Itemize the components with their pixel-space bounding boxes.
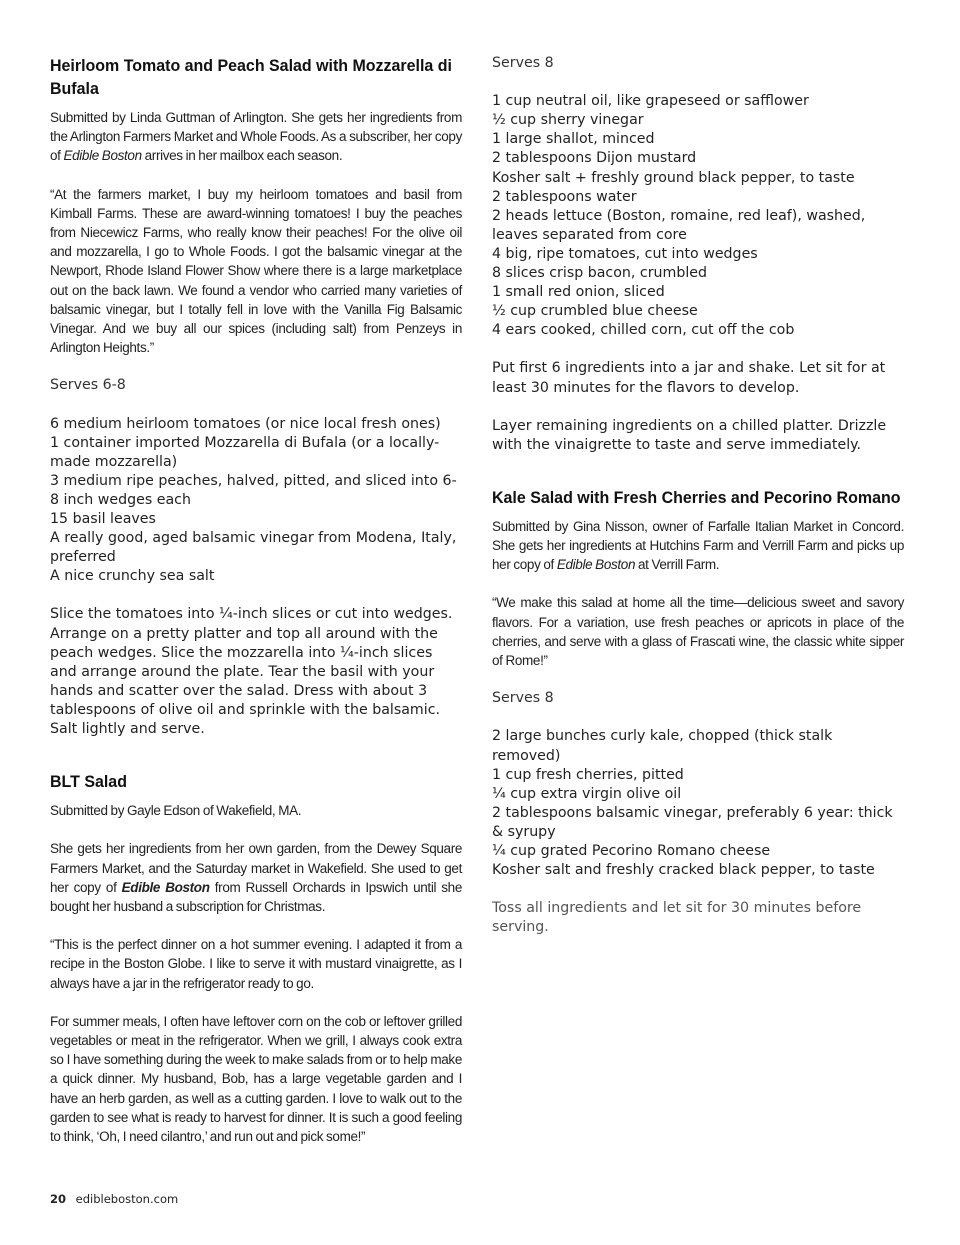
submitted-text: Submitted by Linda Guttman of Arlington. She gets her ingredients from the Arlington Farmers Market and Whole Foods. As a subscriber, her copy of xyxy=(50,110,462,164)
ingredient-item: 15 basil leaves xyxy=(50,511,156,528)
ingredient-item: ½ cup sherry vinegar xyxy=(492,112,644,129)
ingredient-item: 8 slices crisp bacon, crumbled xyxy=(492,265,708,282)
ingredient-item: 2 large bunches curly kale, chopped (thick stalk removed) xyxy=(492,728,833,764)
ingredient-item: 1 small red onion, sliced xyxy=(492,284,665,301)
submitted-text-end: arrives in her mailbox each season. xyxy=(141,148,343,164)
page-footer xyxy=(50,1192,178,1206)
recipe-title-heirloom: Heirloom Tomato and Peach Salad with Mozzarella di Bufala xyxy=(50,56,452,98)
intro-edson xyxy=(50,839,462,916)
ingredient-item: ¼ cup grated Pecorino Romano cheese xyxy=(492,842,771,859)
intro-text: She gets her ingredients from her own garden, from the Dewey Square Farmers Market, and the Saturday market in Wakefield. She used to get her copy of xyxy=(50,841,462,895)
recipe-title-blt: BLT Salad xyxy=(50,772,127,792)
quote-edson-2: For summer meals, I often have leftover corn on the cob or leftover grilled vegetables or meat in the refrigerator. When we grill, I always cook extra so I have something during the week to make salads from or to help make a quick dinner. My husband, Bob, has a large vegetable garden and I have an herb garden, as well as a cutting garden. I love to walk out to the garden to see what is ready to harvest for dinner. It is such a good feeling to think, ‘Oh, I need cilantro,’ and run out and pick some!” xyxy=(50,1013,462,1144)
submitted-by-edson: Submitted by Gayle Edson of Wakefield, MA. xyxy=(50,803,302,819)
ingredient-item: 2 tablespoons water xyxy=(492,188,637,205)
ingredient-item: 6 medium heirloom tomatoes (or nice local fresh ones) xyxy=(50,415,441,432)
ingredient-item: 2 tablespoons balsamic vinegar, preferably 6 year: thick & syrupy xyxy=(492,804,893,840)
page-number: 20 xyxy=(50,1192,67,1206)
site-url: edibleboston.com xyxy=(75,1192,179,1206)
quote-edson-1: “This is the perfect dinner on a hot summer evening. I adapted it from a recipe in the Boston Globe. I like to serve it with mustard vinaigrette, as I always have a jar in the refrigerator ready to go. xyxy=(50,937,462,991)
intro-text-end: from Russell Orchards in Ipswich until she bought her husband a subscription for Christmas. xyxy=(50,879,462,914)
ingredient-item: 2 heads lettuce (Boston, romaine, red leaf), washed, leaves separated from core xyxy=(492,207,866,243)
submitted-by-guttman xyxy=(50,108,462,166)
ingredient-item: Kosher salt + freshly ground black pepper, to taste xyxy=(492,169,855,186)
ingredient-list-kale xyxy=(492,727,904,880)
submitted-by-nisson xyxy=(492,517,904,575)
ingredient-item: A really good, aged balsamic vinegar from Modena, Italy, preferred xyxy=(50,530,457,566)
ingredient-item: 1 cup fresh cherries, pitted xyxy=(492,766,684,783)
directions-heirloom: Slice the tomatoes into ¼-inch slices or cut into wedges. Arrange on a pretty platter and top all around with the peach wedges. Slice the mozzarella into ¼-inch slices and arrange around the plate. Tear the basil with your hands and scatter over the salad. Dress with about 3 tablespoons of olive oil and sprinkle with the balsamic. Salt lightly and serve. xyxy=(50,606,453,738)
magazine-name: Edible Boston xyxy=(121,879,210,895)
directions-blt-2: Layer remaining ingredients on a chilled platter. Drizzle with the vinaigrette to taste and serve immediately. xyxy=(492,417,887,453)
quote-guttman: “At the farmers market, I buy my heirloom tomatoes and basil from Kimball Farms. These are award-winning tomatoes! I buy the peaches from Niecewicz Farms, who really know their peaches! For the olive oil and mozzarella, I go to Whole Foods. I got the balsamic vinegar at the Newport, Rhode Island Flower Show where there is a large marketplace out on the back lawn. We found a vendor who carried many varieties of balsamic vinegar, but I totally fell in love with the Vanilla Fig Balsamic Vinegar. And we buy all our spices (including salt) from Penzeys in Arlington Heights.” xyxy=(50,186,462,356)
ingredient-item: ½ cup crumbled blue cheese xyxy=(492,303,698,320)
ingredient-item: ¼ cup extra virgin olive oil xyxy=(492,785,682,802)
recipe-title-kale: Kale Salad with Fresh Cherries and Pecorino Romano xyxy=(492,487,901,507)
ingredient-item: 1 container imported Mozzarella di Bufala (or a locally-made mozzarella) xyxy=(50,434,440,470)
serves-kale: Serves 8 xyxy=(492,690,554,707)
submitted-text: Submitted by Gina Nisson, owner of Farfalle Italian Market in Concord. She gets her ingredients at Hutchins Farm and Verrill Farm and picks up her copy of xyxy=(492,518,904,573)
directions-blt-1: Put first 6 ingredients into a jar and shake. Let sit for at least 30 minutes for the flavors to develop. xyxy=(492,360,886,396)
ingredient-list-heirloom xyxy=(50,415,462,587)
ingredient-item: A nice crunchy sea salt xyxy=(50,568,215,585)
serves-blt: Serves 8 xyxy=(492,55,554,71)
ingredient-item: 4 big, ripe tomatoes, cut into wedges xyxy=(492,245,758,262)
right-column xyxy=(492,54,904,956)
submitted-text-end: at Verrill Farm. xyxy=(635,557,720,573)
ingredient-item: 2 tablespoons Dijon mustard xyxy=(492,150,697,167)
ingredient-item: 1 cup neutral oil, like grapeseed or safflower xyxy=(492,93,809,110)
serves-heirloom: Serves 6-8 xyxy=(50,377,126,394)
magazine-name: Edible Boston xyxy=(556,557,636,573)
directions-kale: Toss all ingredients and let sit for 30 minutes before serving. xyxy=(492,900,862,936)
left-column xyxy=(50,54,462,1165)
ingredient-item: 3 medium ripe peaches, halved, pitted, and sliced into 6-8 inch wedges each xyxy=(50,472,457,509)
ingredient-item: 4 ears cooked, chilled corn, cut off the cob xyxy=(492,322,795,339)
ingredient-item: 1 large shallot, minced xyxy=(492,131,655,148)
magazine-name: Edible Boston xyxy=(63,148,142,164)
ingredient-item: Kosher salt and freshly cracked black pepper, to taste xyxy=(492,862,875,879)
ingredient-list-blt xyxy=(492,92,904,340)
quote-nisson: “We make this salad at home all the time—delicious sweet and savory flavors. For a variation, use fresh peaches or apricots in place of the cherries, and serve with a glass of Frascati wine, the classic white sipper of Rome!” xyxy=(492,595,904,669)
